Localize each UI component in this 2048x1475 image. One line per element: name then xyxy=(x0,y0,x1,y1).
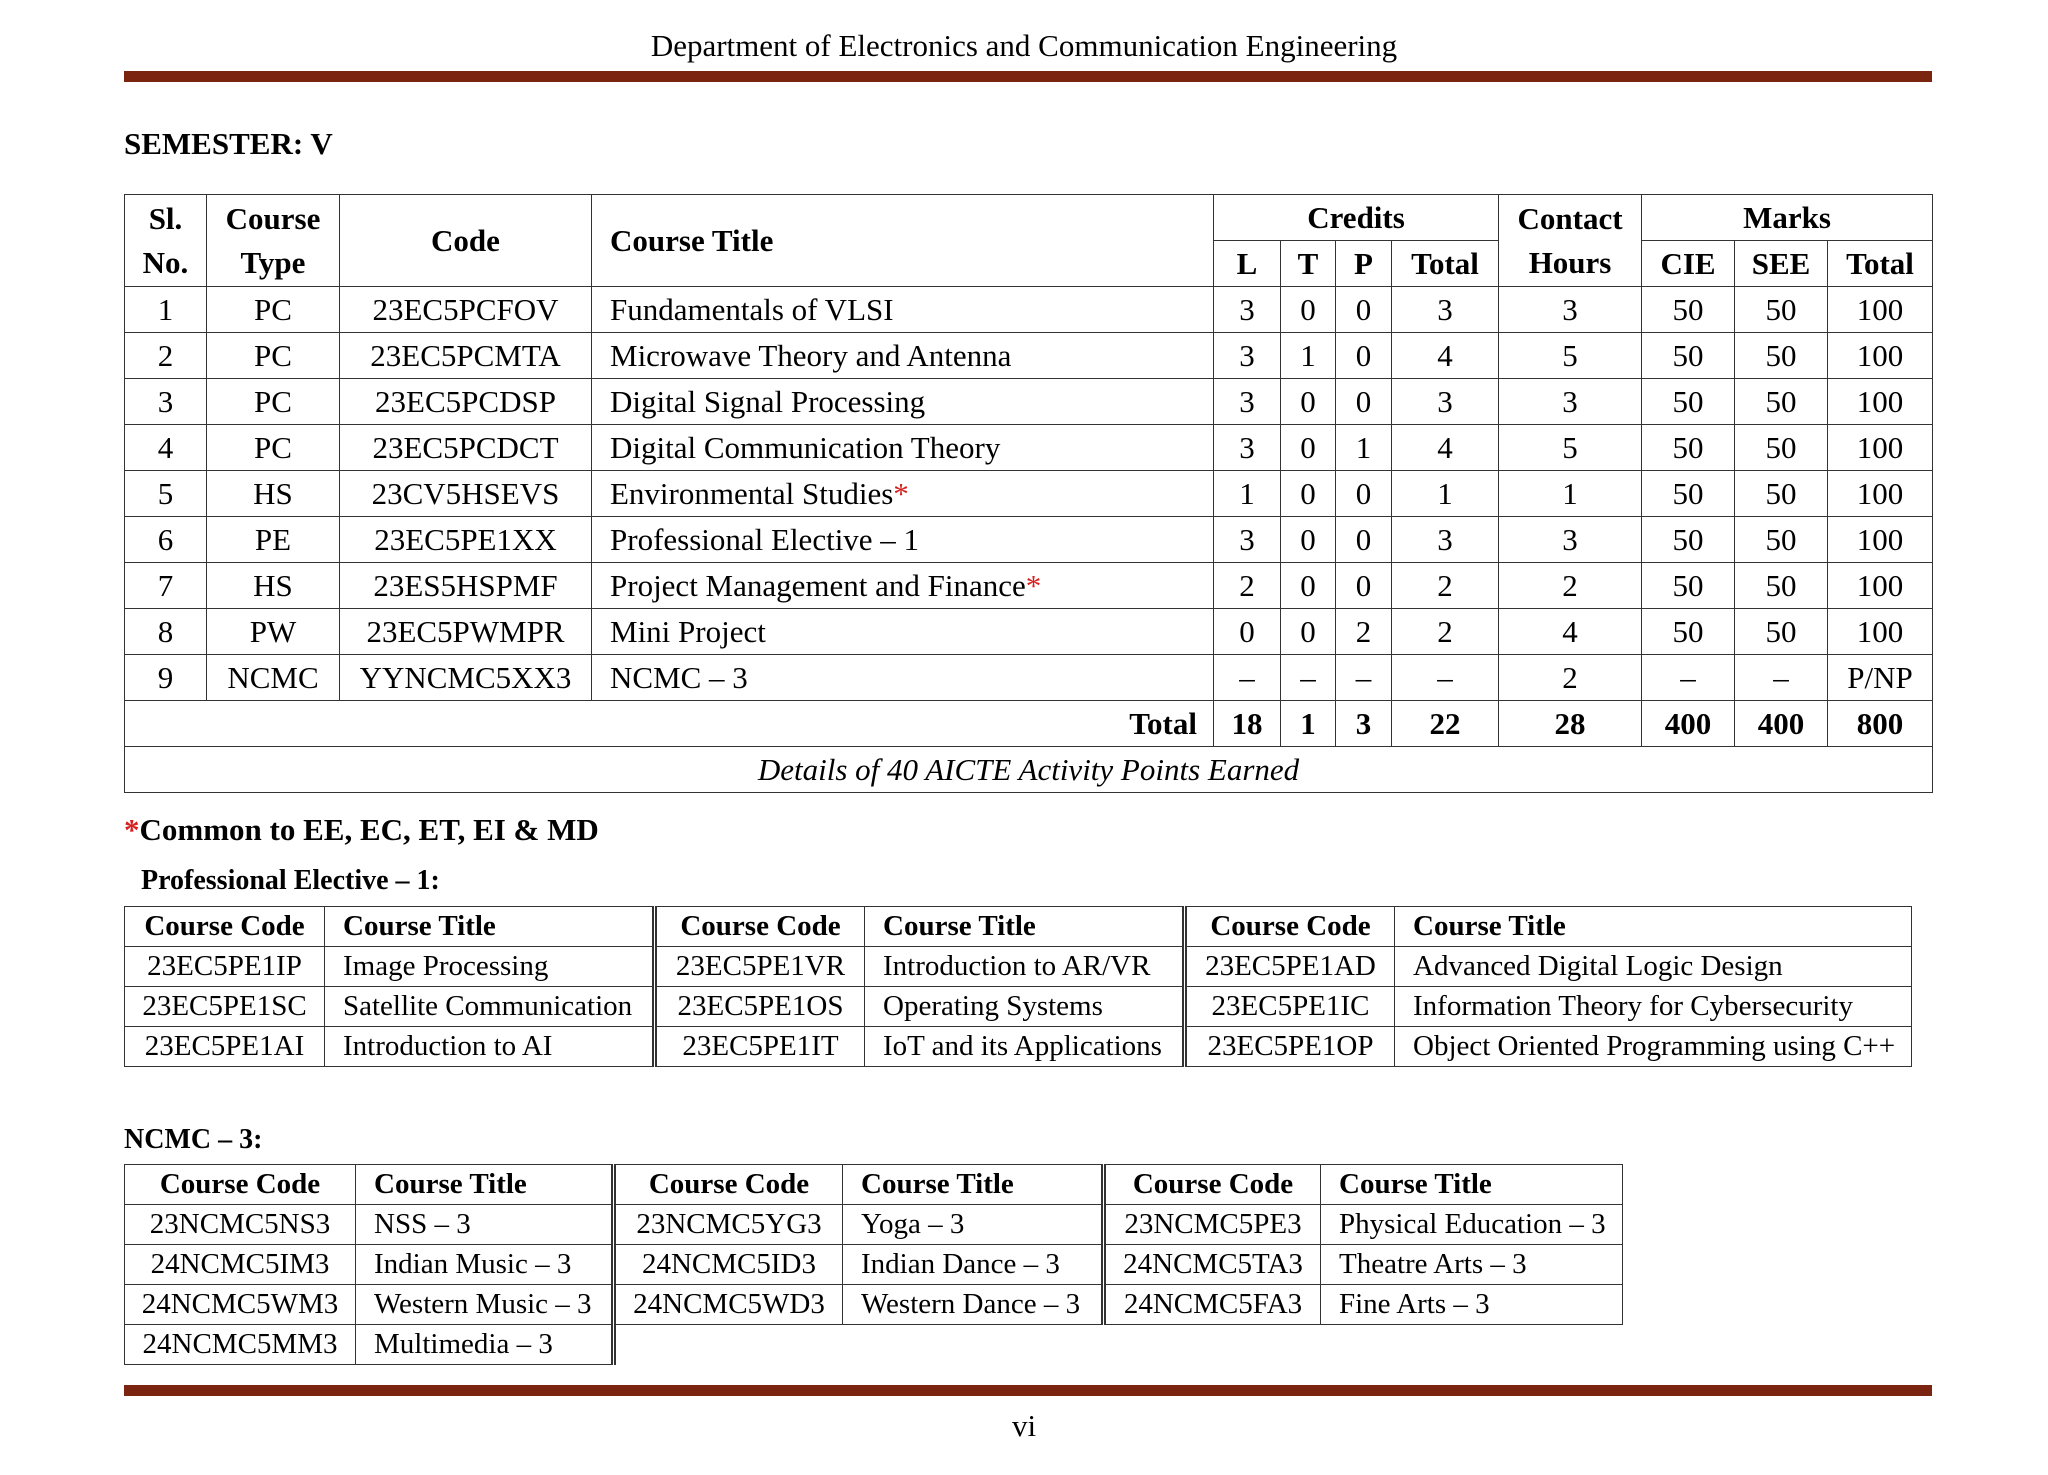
cell-hours: 4 xyxy=(1499,609,1642,655)
course-code-cell: 23EC5PE1IP xyxy=(125,947,325,987)
course-code-cell: 24NCMC5FA3 xyxy=(1104,1285,1321,1325)
cell-l: 0 xyxy=(1214,609,1281,655)
course-title-cell: Image Processing xyxy=(325,947,655,987)
course-type-cell: PW xyxy=(207,609,340,655)
course-title-cell xyxy=(592,333,1214,379)
course-title-text: Mini Project xyxy=(610,614,766,649)
header-rule xyxy=(124,71,1932,82)
cell-marks: 100 xyxy=(1828,563,1933,609)
ncmc-col-title: Course Title xyxy=(843,1165,1104,1205)
cell-total: 4 xyxy=(1392,333,1499,379)
semester-heading: SEMESTER: V xyxy=(124,126,333,161)
header-marks-total: Total xyxy=(1828,241,1933,287)
cell-p: 0 xyxy=(1336,287,1392,333)
course-title-cell: Indian Music – 3 xyxy=(356,1245,614,1285)
sl-no-cell: 1 xyxy=(125,287,207,333)
header-course-type: Course Type xyxy=(207,195,340,287)
cell-see: 50 xyxy=(1735,425,1828,471)
course-code-cell: 23EC5PE1OP xyxy=(1185,1027,1395,1067)
cell-hours: 2 xyxy=(1499,563,1642,609)
sl-no-cell: 9 xyxy=(125,655,207,701)
cell-total: – xyxy=(1392,655,1499,701)
pe-col-code: Course Code xyxy=(655,907,865,947)
empty-cell xyxy=(1321,1325,1623,1365)
empty-cell xyxy=(614,1325,843,1365)
course-title-cell: Indian Dance – 3 xyxy=(843,1245,1104,1285)
ncmc-col-title: Course Title xyxy=(356,1165,614,1205)
cell-t: 1 xyxy=(1281,333,1336,379)
header-code: Code xyxy=(340,195,592,287)
cell-cie: 50 xyxy=(1642,609,1735,655)
cell-see: 50 xyxy=(1735,471,1828,517)
course-code-cell: 23EC5PE1IT xyxy=(655,1027,865,1067)
cell-l: 3 xyxy=(1214,517,1281,563)
cell-t: 0 xyxy=(1281,471,1336,517)
header-sl-no: Sl. No. xyxy=(125,195,207,287)
cell-hours: 1 xyxy=(1499,471,1642,517)
course-title-text: Fundamentals of VLSI xyxy=(610,292,894,327)
cell-l: – xyxy=(1214,655,1281,701)
cell-marks: 100 xyxy=(1828,517,1933,563)
cell-p: – xyxy=(1336,655,1392,701)
common-note: *Common to EE, EC, ET, EI & MD xyxy=(124,812,599,847)
cell-hours: 2 xyxy=(1499,655,1642,701)
pe-col-title: Course Title xyxy=(325,907,655,947)
course-title-cell xyxy=(592,425,1214,471)
course-title-text: Microwave Theory and Antenna xyxy=(610,338,1012,373)
course-code-cell: 23EC5PE1SC xyxy=(125,987,325,1027)
cell-p: 0 xyxy=(1336,333,1392,379)
course-title-cell: Introduction to AR/VR xyxy=(865,947,1185,987)
total-marks: 800 xyxy=(1828,701,1933,747)
course-code-cell: 23NCMC5NS3 xyxy=(125,1205,356,1245)
table-row xyxy=(125,471,1933,517)
cell-t: – xyxy=(1281,655,1336,701)
course-title-text: Project Management and Finance xyxy=(610,568,1026,603)
cell-see: 50 xyxy=(1735,287,1828,333)
course-title-cell: Western Music – 3 xyxy=(356,1285,614,1325)
cell-see: 50 xyxy=(1735,609,1828,655)
course-title-cell xyxy=(592,517,1214,563)
cell-hours: 5 xyxy=(1499,333,1642,379)
course-type-cell: PC xyxy=(207,379,340,425)
course-title-text: Environmental Studies xyxy=(610,476,894,511)
cell-marks: 100 xyxy=(1828,471,1933,517)
course-title-cell: Satellite Communication xyxy=(325,987,655,1027)
course-code-cell: 23NCMC5YG3 xyxy=(614,1205,843,1245)
table-row xyxy=(125,1027,1912,1067)
cell-marks: P/NP xyxy=(1828,655,1933,701)
course-code-cell: 24NCMC5IM3 xyxy=(125,1245,356,1285)
course-code-cell: 23EC5PE1VR xyxy=(655,947,865,987)
table-row xyxy=(125,287,1933,333)
course-title-cell: Information Theory for Cybersecurity xyxy=(1395,987,1912,1027)
course-type-cell: HS xyxy=(207,563,340,609)
cell-p: 0 xyxy=(1336,379,1392,425)
course-code-cell: 23EC5PCDCT xyxy=(340,425,592,471)
course-title-cell xyxy=(592,471,1214,517)
cell-total: 4 xyxy=(1392,425,1499,471)
cell-l: 1 xyxy=(1214,471,1281,517)
ncmc-col-code: Course Code xyxy=(614,1165,843,1205)
course-code-cell: 23EC5PCFOV xyxy=(340,287,592,333)
course-title-cell xyxy=(592,655,1214,701)
total-t: 1 xyxy=(1281,701,1336,747)
course-type-cell: HS xyxy=(207,471,340,517)
cell-t: 0 xyxy=(1281,379,1336,425)
cell-p: 0 xyxy=(1336,517,1392,563)
cell-cie: 50 xyxy=(1642,425,1735,471)
cell-l: 3 xyxy=(1214,379,1281,425)
course-code-cell: 23CV5HSEVS xyxy=(340,471,592,517)
cell-cie: 50 xyxy=(1642,563,1735,609)
course-title-text: NCMC – 3 xyxy=(610,660,748,695)
course-code-cell: 23EC5PE1OS xyxy=(655,987,865,1027)
ncmc-col-code: Course Code xyxy=(125,1165,356,1205)
course-title-cell: Operating Systems xyxy=(865,987,1185,1027)
table-row xyxy=(125,1205,1623,1245)
asterisk-marker: * xyxy=(893,476,909,511)
cell-see: 50 xyxy=(1735,379,1828,425)
course-title-cell: Western Dance – 3 xyxy=(843,1285,1104,1325)
department-header: Department of Electronics and Communication Engineering xyxy=(650,28,1398,63)
header-marks: Marks xyxy=(1642,195,1933,241)
empty-cell xyxy=(1104,1325,1321,1365)
cell-marks: 100 xyxy=(1828,379,1933,425)
course-code-cell: 24NCMC5TA3 xyxy=(1104,1245,1321,1285)
cell-marks: 100 xyxy=(1828,425,1933,471)
header-p: P xyxy=(1336,241,1392,287)
course-code-cell: 23EC5PE1XX xyxy=(340,517,592,563)
course-code-cell: 23EC5PE1AD xyxy=(1185,947,1395,987)
sl-no-cell: 5 xyxy=(125,471,207,517)
pe-col-code: Course Code xyxy=(1185,907,1395,947)
cell-t: 0 xyxy=(1281,609,1336,655)
professional-elective-heading: Professional Elective – 1: xyxy=(141,865,440,896)
course-title-cell xyxy=(592,379,1214,425)
course-code-cell: 23EC5PE1IC xyxy=(1185,987,1395,1027)
cell-l: 3 xyxy=(1214,333,1281,379)
cell-t: 0 xyxy=(1281,425,1336,471)
course-code-cell: 24NCMC5WD3 xyxy=(614,1285,843,1325)
cell-see: – xyxy=(1735,655,1828,701)
professional-elective-table xyxy=(124,906,1912,1067)
cell-l: 2 xyxy=(1214,563,1281,609)
pe-col-title: Course Title xyxy=(1395,907,1912,947)
cell-l: 3 xyxy=(1214,287,1281,333)
table-row xyxy=(125,655,1933,701)
cell-marks: 100 xyxy=(1828,333,1933,379)
cell-cie: 50 xyxy=(1642,517,1735,563)
cell-t: 0 xyxy=(1281,563,1336,609)
ncmc-col-code: Course Code xyxy=(1104,1165,1321,1205)
cell-marks: 100 xyxy=(1828,609,1933,655)
sl-no-cell: 2 xyxy=(125,333,207,379)
course-code-cell: 24NCMC5WM3 xyxy=(125,1285,356,1325)
course-type-cell: PC xyxy=(207,425,340,471)
pe-col-code: Course Code xyxy=(125,907,325,947)
cell-see: 50 xyxy=(1735,333,1828,379)
table-row xyxy=(125,987,1912,1027)
course-title-cell: Physical Education – 3 xyxy=(1321,1205,1623,1245)
course-type-cell: PC xyxy=(207,333,340,379)
total-credits: 22 xyxy=(1392,701,1499,747)
course-title-text: Digital Signal Processing xyxy=(610,384,926,419)
course-title-cell: Object Oriented Programming using C++ xyxy=(1395,1027,1912,1067)
course-code-cell: 23EC5PCDSP xyxy=(340,379,592,425)
table-row xyxy=(125,379,1933,425)
header-see: SEE xyxy=(1735,241,1828,287)
total-p: 3 xyxy=(1336,701,1392,747)
course-title-text: Professional Elective – 1 xyxy=(610,522,920,557)
course-code-cell: 23EC5PCMTA xyxy=(340,333,592,379)
cell-hours: 3 xyxy=(1499,287,1642,333)
cell-p: 2 xyxy=(1336,609,1392,655)
course-code-cell: 23EC5PE1AI xyxy=(125,1027,325,1067)
cell-hours: 3 xyxy=(1499,379,1642,425)
header-credits: Credits xyxy=(1214,195,1499,241)
footer-rule xyxy=(124,1385,1932,1396)
course-title-cell: Introduction to AI xyxy=(325,1027,655,1067)
table-row xyxy=(125,333,1933,379)
course-title-cell: Yoga – 3 xyxy=(843,1205,1104,1245)
cell-cie: 50 xyxy=(1642,379,1735,425)
course-title-cell xyxy=(592,563,1214,609)
course-code-cell: 23NCMC5PE3 xyxy=(1104,1205,1321,1245)
table-row xyxy=(125,1245,1623,1285)
course-title-cell xyxy=(592,287,1214,333)
cell-total: 3 xyxy=(1392,379,1499,425)
total-hours: 28 xyxy=(1499,701,1642,747)
pe-col-title: Course Title xyxy=(865,907,1185,947)
table-row xyxy=(125,1285,1623,1325)
ncmc-col-title: Course Title xyxy=(1321,1165,1623,1205)
course-code-cell: YYNCMC5XX3 xyxy=(340,655,592,701)
course-title-text: Digital Communication Theory xyxy=(610,430,1001,465)
course-code-cell: 24NCMC5ID3 xyxy=(614,1245,843,1285)
cell-total: 1 xyxy=(1392,471,1499,517)
sl-no-cell: 3 xyxy=(125,379,207,425)
cell-cie: 50 xyxy=(1642,471,1735,517)
empty-cell xyxy=(843,1325,1104,1365)
cell-total: 3 xyxy=(1392,517,1499,563)
cell-l: 3 xyxy=(1214,425,1281,471)
cell-see: 50 xyxy=(1735,517,1828,563)
course-type-cell: NCMC xyxy=(207,655,340,701)
sl-no-cell: 4 xyxy=(125,425,207,471)
course-title-cell: Advanced Digital Logic Design xyxy=(1395,947,1912,987)
total-see: 400 xyxy=(1735,701,1828,747)
ncmc-table xyxy=(124,1164,1623,1365)
total-cie: 400 xyxy=(1642,701,1735,747)
header-course-title: Course Title xyxy=(592,195,1214,287)
total-l: 18 xyxy=(1214,701,1281,747)
cell-hours: 3 xyxy=(1499,517,1642,563)
cell-see: 50 xyxy=(1735,563,1828,609)
course-code-cell: 23EC5PWMPR xyxy=(340,609,592,655)
asterisk-marker: * xyxy=(1025,568,1042,603)
cell-cie: – xyxy=(1642,655,1735,701)
sl-no-cell: 6 xyxy=(125,517,207,563)
table-row xyxy=(125,1325,1623,1365)
cell-p: 1 xyxy=(1336,425,1392,471)
sl-no-cell: 8 xyxy=(125,609,207,655)
course-title-cell: IoT and its Applications xyxy=(865,1027,1185,1067)
cell-hours: 5 xyxy=(1499,425,1642,471)
total-label: Total xyxy=(125,701,1214,747)
cell-p: 0 xyxy=(1336,563,1392,609)
cell-cie: 50 xyxy=(1642,333,1735,379)
header-contact-hours: Contact Hours xyxy=(1499,195,1642,287)
cell-marks: 100 xyxy=(1828,287,1933,333)
course-title-cell: NSS – 3 xyxy=(356,1205,614,1245)
header-credits-total: Total xyxy=(1392,241,1499,287)
table-row xyxy=(125,517,1933,563)
sl-no-cell: 7 xyxy=(125,563,207,609)
header-cie: CIE xyxy=(1642,241,1735,287)
page-number: vi xyxy=(1011,1408,1037,1443)
course-code-cell: 23ES5HSPMF xyxy=(340,563,592,609)
cell-total: 2 xyxy=(1392,563,1499,609)
course-title-cell: Theatre Arts – 3 xyxy=(1321,1245,1623,1285)
course-type-cell: PC xyxy=(207,287,340,333)
table-row xyxy=(125,609,1933,655)
cell-t: 0 xyxy=(1281,287,1336,333)
course-code-cell: 24NCMC5MM3 xyxy=(125,1325,356,1365)
cell-t: 0 xyxy=(1281,517,1336,563)
table-row xyxy=(125,563,1933,609)
table-row xyxy=(125,425,1933,471)
cell-cie: 50 xyxy=(1642,287,1735,333)
course-type-cell: PE xyxy=(207,517,340,563)
ncmc-heading: NCMC – 3: xyxy=(124,1124,263,1155)
semester-course-table xyxy=(124,194,1933,793)
cell-total: 2 xyxy=(1392,609,1499,655)
cell-p: 0 xyxy=(1336,471,1392,517)
cell-total: 3 xyxy=(1392,287,1499,333)
course-title-cell: Multimedia – 3 xyxy=(356,1325,614,1365)
header-t: T xyxy=(1281,241,1336,287)
table-row xyxy=(125,947,1912,987)
aicte-note: Details of 40 AICTE Activity Points Earned xyxy=(125,747,1933,793)
course-title-cell: Fine Arts – 3 xyxy=(1321,1285,1623,1325)
header-l: L xyxy=(1214,241,1281,287)
asterisk-marker: * xyxy=(124,812,140,847)
course-title-cell xyxy=(592,609,1214,655)
